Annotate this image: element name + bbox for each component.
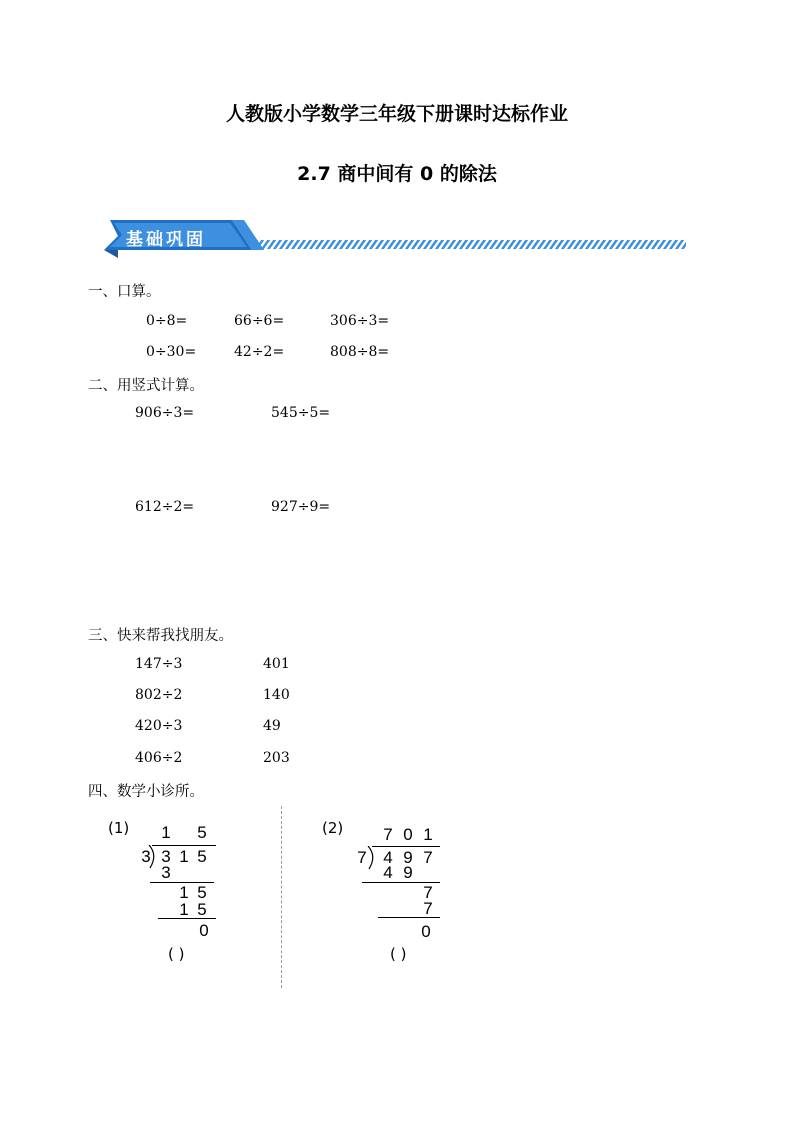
section-2-heading: 二、用竖式计算。 bbox=[88, 378, 204, 394]
match-left-item: 802÷2 bbox=[135, 687, 183, 703]
remainder: 0 bbox=[421, 922, 431, 941]
oral-calc-item: 0÷8= bbox=[146, 313, 188, 329]
match-left-item: 147÷3 bbox=[135, 656, 183, 672]
step-digit: 7 bbox=[423, 883, 433, 902]
problem-1-label: (1) bbox=[108, 819, 130, 837]
judge-blank[interactable]: ( ) bbox=[390, 945, 407, 963]
vertical-calc-item: 927÷9= bbox=[271, 499, 331, 515]
vertical-calc-item: 612÷2= bbox=[135, 499, 195, 515]
dividend-digit: 1 bbox=[179, 847, 189, 866]
dividend-digit: 3 bbox=[161, 847, 171, 866]
problem-2-label: (2) bbox=[322, 819, 344, 837]
oral-calc-item: 306÷3= bbox=[330, 313, 390, 329]
match-left-item: 420÷3 bbox=[135, 718, 183, 734]
quotient-digit: 1 bbox=[161, 823, 171, 842]
quotient-digit: 1 bbox=[423, 825, 433, 844]
step-digit: 5 bbox=[197, 900, 207, 919]
dividend-digit: 5 bbox=[197, 847, 207, 866]
step-digit: 1 bbox=[179, 900, 189, 919]
dividend-digit: 7 bbox=[423, 848, 433, 867]
match-right-item: 49 bbox=[263, 718, 281, 734]
page-title: 人教版小学数学三年级下册课时达标作业 bbox=[225, 103, 568, 125]
vertical-calc-item: 545÷5= bbox=[271, 405, 331, 421]
step-digit: 1 bbox=[179, 883, 189, 902]
oral-calc-item: 66÷6= bbox=[234, 313, 285, 329]
dividend-digit: 9 bbox=[403, 848, 413, 867]
remainder: 0 bbox=[199, 921, 209, 940]
quotient-digit: 0 bbox=[403, 825, 413, 844]
match-right-item: 203 bbox=[263, 750, 290, 766]
step-digit: 7 bbox=[423, 899, 433, 918]
oral-calc-item: 808÷8= bbox=[330, 344, 390, 360]
division-bar bbox=[152, 845, 216, 846]
section-1-heading: 一、口算。 bbox=[88, 284, 161, 300]
divisor: 7 bbox=[357, 848, 367, 867]
step-digit: 5 bbox=[197, 883, 207, 902]
match-left-item: 406÷2 bbox=[135, 750, 183, 766]
quotient-digit: 5 bbox=[197, 823, 207, 842]
oral-calc-item: 42÷2= bbox=[234, 344, 285, 360]
problem-divider bbox=[281, 806, 282, 988]
step-digit: 9 bbox=[403, 863, 413, 882]
match-right-item: 401 bbox=[263, 656, 290, 672]
step-line bbox=[378, 917, 440, 918]
oral-calc-item: 0÷30= bbox=[146, 344, 197, 360]
quotient-digit: 7 bbox=[383, 825, 393, 844]
step-line bbox=[158, 918, 216, 919]
vertical-calc-item: 906÷3= bbox=[135, 405, 195, 421]
judge-blank[interactable]: ( ) bbox=[168, 945, 185, 963]
page-subtitle: 2.7 商中间有 0 的除法 bbox=[297, 163, 497, 185]
step-digit: 3 bbox=[161, 863, 171, 882]
section-3-heading: 三、快来帮我找朋友。 bbox=[88, 628, 233, 644]
match-right-item: 140 bbox=[263, 687, 290, 703]
section-4-heading: 四、数学小诊所。 bbox=[88, 784, 204, 800]
dividend-digit: 4 bbox=[383, 848, 393, 867]
divisor: 3 bbox=[141, 847, 151, 866]
banner-label: 基础巩固 bbox=[126, 230, 206, 250]
division-bar bbox=[372, 846, 440, 847]
step-digit: 4 bbox=[383, 863, 393, 882]
